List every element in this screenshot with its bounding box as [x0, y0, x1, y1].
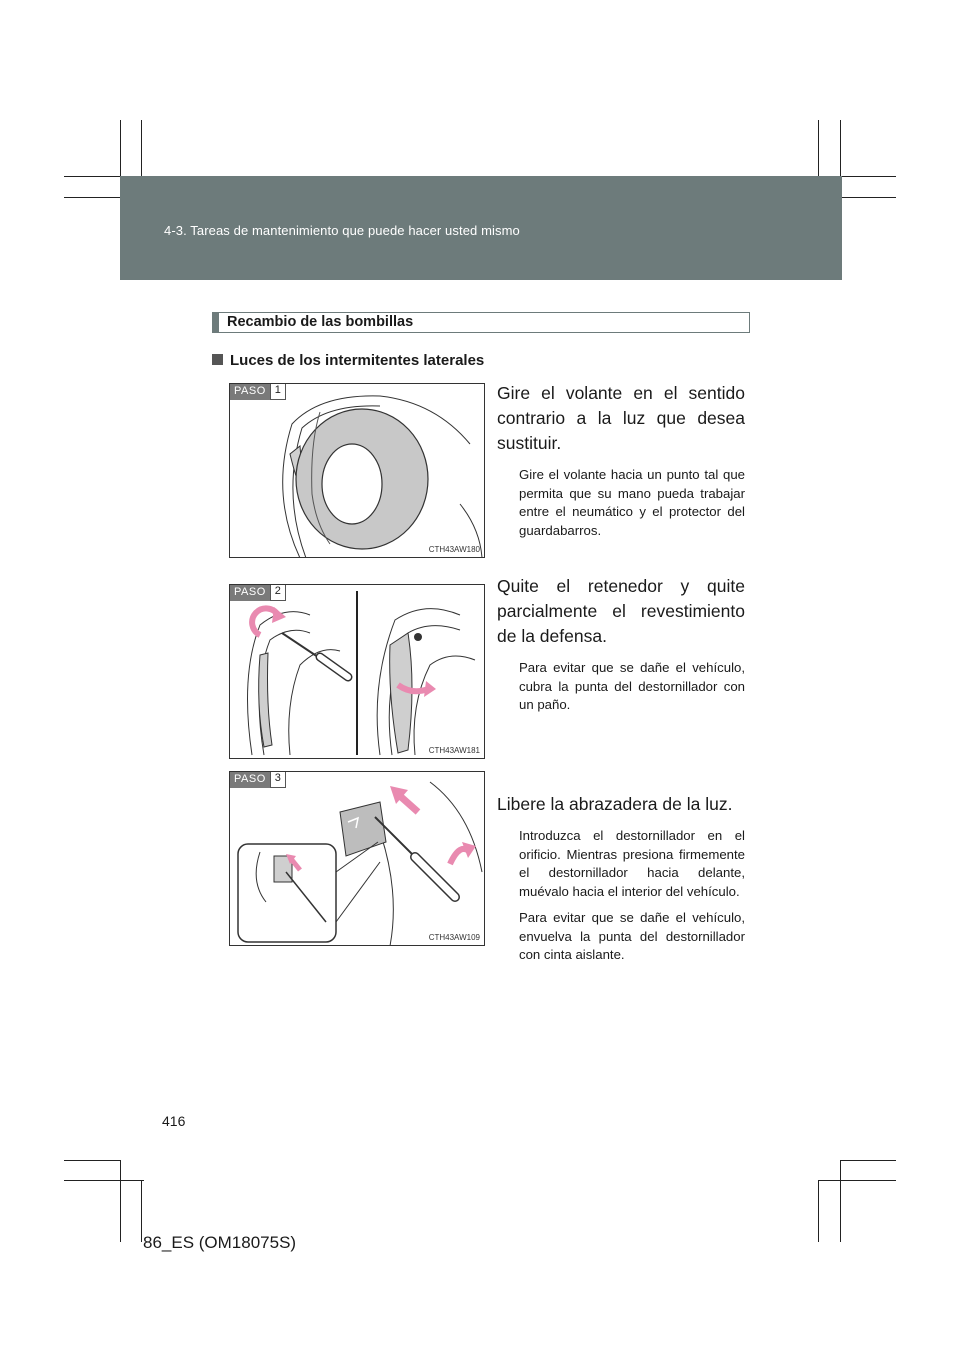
figure-code: CTH43AW180 [428, 545, 480, 554]
page-number: 416 [162, 1113, 186, 1129]
figure-code: CTH43AW181 [428, 746, 480, 755]
square-bullet-icon [212, 354, 223, 365]
step-main-text: Libere la abrazadera de la luz. [497, 794, 733, 814]
step-badge [230, 772, 286, 788]
crop-mark [64, 1180, 144, 1181]
light-clamp-illustration [230, 772, 485, 946]
crop-mark [120, 1160, 121, 1242]
subsection-title-text: Luces de los intermitentes laterales [230, 352, 485, 369]
figure-step-3 [229, 771, 485, 946]
section-title-bar [212, 312, 750, 333]
crop-mark [818, 1180, 896, 1181]
step-number: 2 [270, 585, 286, 601]
step-number: 1 [270, 384, 286, 400]
section-accent [213, 313, 219, 332]
figure-step-1 [229, 383, 485, 558]
step-main-text: Gire el volante en el sentido contrario a la luz que desea sustituir. [497, 383, 745, 453]
section-title: Recambio de las bombillas [227, 314, 414, 330]
step-2-text [497, 574, 745, 723]
step-note: Para evitar que se dañe el vehículo, envuelva la punta del destornillador con cinta aislante. [519, 910, 745, 962]
crop-mark [840, 1160, 896, 1161]
step-1-text [497, 381, 745, 548]
step-badge [230, 384, 286, 400]
figure-step-2 [229, 584, 485, 759]
bumper-retainer-illustration [230, 585, 485, 759]
breadcrumb: 4-3. Tareas de mantenimiento que puede hacer usted mismo [164, 223, 520, 238]
step-label: PASO [230, 585, 270, 601]
step-label: PASO [230, 772, 270, 788]
manual-code: 86_ES (OM18075S) [143, 1233, 297, 1252]
step-number: 3 [270, 772, 286, 788]
step-note: Para evitar que se dañe el vehículo, cubra la punta del destornillador con un paño. [519, 660, 745, 712]
step-note: Introduzca el destornillador en el orificio. Mientras presiona firmemente el destornillador hacia delante, muévalo hacia el interior del vehículo. [519, 828, 745, 899]
page-header [120, 176, 842, 280]
crop-mark [64, 1160, 121, 1161]
figure-code: CTH43AW109 [428, 933, 480, 942]
step-main-text: Quite el retenedor y quite parcialmente el revestimiento de la defensa. [497, 576, 745, 646]
crop-mark [818, 1180, 819, 1242]
step-badge [230, 585, 286, 601]
crop-mark [141, 1180, 142, 1242]
subsection-title [212, 352, 484, 369]
tire-illustration [230, 384, 485, 558]
step-3-text [497, 792, 745, 973]
step-note: Gire el volante hacia un punto tal que permita que su mano pueda trabajar entre el neumático y el protector del guardabarros. [519, 467, 745, 538]
step-label: PASO [230, 384, 270, 400]
crop-mark [840, 1160, 841, 1242]
